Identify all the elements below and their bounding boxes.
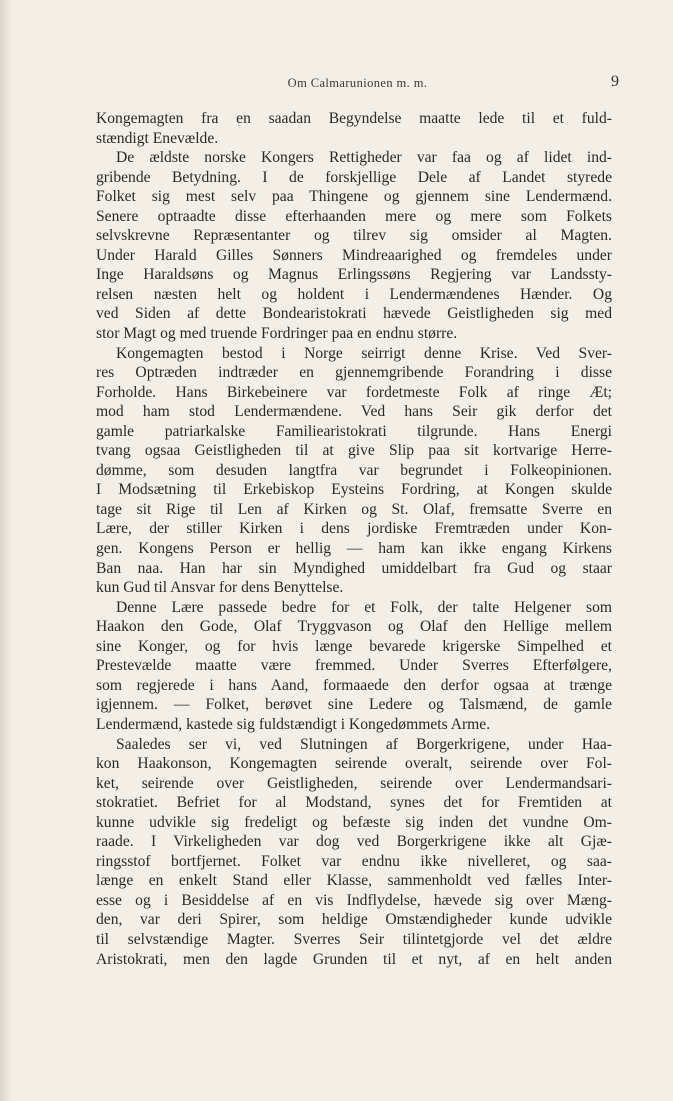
text-line: mod ham stod Lendermændene. Ved hans Seir gik derfor det xyxy=(96,403,612,421)
text-line: Prestevælde maatte være fremmed. Under Sverres Efterfølgere, xyxy=(96,657,612,675)
text-line: Inge Haraldsøns og Magnus Erlingssøns Regjering var Landssty- xyxy=(96,266,612,284)
running-header xyxy=(96,73,619,96)
text-line: tvang ogsaa Geistligheden til at give Slip paa sit kortvarige Herre- xyxy=(96,442,612,460)
text-line: stændigt Enevælde. xyxy=(96,129,219,147)
text-line: dømme, som desuden langtfra var begrundet i Folkeopinionen. xyxy=(96,461,612,479)
text-line: som regjerede i hans Aand, formaaede den derfor ogsaa at trænge xyxy=(96,676,612,694)
text-line: esse og i Besiddelse af en vis Indflydelse, hævede sig over Mæng- xyxy=(96,891,612,909)
text-line: ket, seirende over Geistligheden, seirende over Lendermandsari- xyxy=(96,774,612,792)
running-title: Om Calmarunionen m. m. xyxy=(287,76,428,90)
text-line: Kongemagten fra en saadan Begyndelse maatte lede til et fuld- xyxy=(96,110,612,127)
text-line: Haakon den Gode, Olaf Tryggvason og Olaf den Hellige mellem xyxy=(96,618,612,636)
text-line: Under Harald Gilles Sønners Mindreaarighed og fremdeles under xyxy=(96,246,612,264)
text-line: selvskrevne Repræsentanter og tilrev sig omsider al Magten. xyxy=(96,227,612,245)
text-line: De ældste norske Kongers Rettigheder var faa og af lidet ind- xyxy=(116,149,612,167)
text-line: den, var deri Spirer, som heldige Omstændigheder kunde udvikle xyxy=(96,911,612,929)
text-line: tage sit Rige til Len af Kirken og St. Olaf, fremsatte Sverre en xyxy=(96,500,612,518)
text-line: kon Haakonson, Kongemagten seirende overalt, seirende over Fol- xyxy=(96,755,612,773)
text-line: gen. Kongens Person er hellig — ham kan ikke engang Kirkens xyxy=(96,540,612,558)
text-line: Denne Lære passede bedre for et Folk, der talte Helgener som xyxy=(116,598,612,616)
text-line: til selvstændige Magter. Sverres Seir tilintetgjorde vel det ældre xyxy=(96,930,612,948)
text-line: sine Konger, og for hvis længe bevarede krigerske Simpelhed et xyxy=(96,637,612,655)
text-line: I Modsætning til Erkebiskop Eysteins Fordring, at Kongen skulde xyxy=(96,481,612,499)
text-line: kunne udvikle sig fredeligt og befæste sig inden det vundne Om- xyxy=(96,813,612,831)
text-line: Ban naa. Han har sin Myndighed umiddelbart fra Gud og staar xyxy=(96,559,612,577)
text-line: res Optræden indtræder en gjennemgribende Forandring i disse xyxy=(96,364,612,382)
text-line: Aristokrati, men den lagde Grunden til et nyt, af en helt anden xyxy=(96,950,612,968)
text-line: gribende Betydning. I de forskjellige Dele af Landet styrede xyxy=(96,168,612,186)
text-line: stor Magt og med truende Fordringer paa en endnu større. xyxy=(96,325,458,343)
text-line: Lære, der stiller Kirken i dens jordiske Fremtræden under Kon- xyxy=(96,520,612,538)
text-line: Lendermænd, kastede sig fuldstændigt i Kongedømmets Arme. xyxy=(96,715,491,733)
text-line: raade. I Virkeligheden var dog ved Borgerkrigene ikke alt Gjæ- xyxy=(96,833,612,851)
text-line: ved Siden af dette Bondearistokrati hævede Geistligheden sig med xyxy=(96,305,612,323)
text-line: Forholde. Hans Birkebeinere var fordetmeste Folk af ringe Æt; xyxy=(96,383,612,401)
text-line: Senere optraadte disse efterhaanden mere og mere som Folkets xyxy=(96,207,612,225)
text-line: stokratiet. Befriet for al Modstand, synes det for Fremtiden at xyxy=(96,794,612,812)
page-binding-edge xyxy=(0,0,12,1101)
text-line: gamle patriarkalske Familiearistokrati tilgrunde. Hans Energi xyxy=(96,422,612,440)
text-line: kun Gud til Ansvar for dens Benyttelse. xyxy=(96,579,344,597)
text-line: Saaledes ser vi, ved Slutningen af Borgerkrigene, under Haa- xyxy=(116,735,612,753)
text-line: længe en enkelt Stand eller Klasse, sammenholdt ved fælles Inter- xyxy=(96,872,612,890)
text-line: igjennem. — Folket, berøvet sine Ledere og Talsmænd, de gamle xyxy=(96,696,612,714)
page-number: 9 xyxy=(611,73,619,90)
text-line: relsen næsten helt og holdent i Lendermændenes Hænder. Og xyxy=(96,285,612,303)
body-text xyxy=(96,109,612,969)
text-line: ringsstof bortfjernet. Folket var endnu ikke nivelleret, og saa- xyxy=(96,852,612,870)
text-line: Folket sig mest selv paa Thingene og gjennem sine Lendermænd. xyxy=(96,188,612,206)
text-line: Kongemagten bestod i Norge seirrigt denne Krise. Ved Sver- xyxy=(116,344,612,362)
